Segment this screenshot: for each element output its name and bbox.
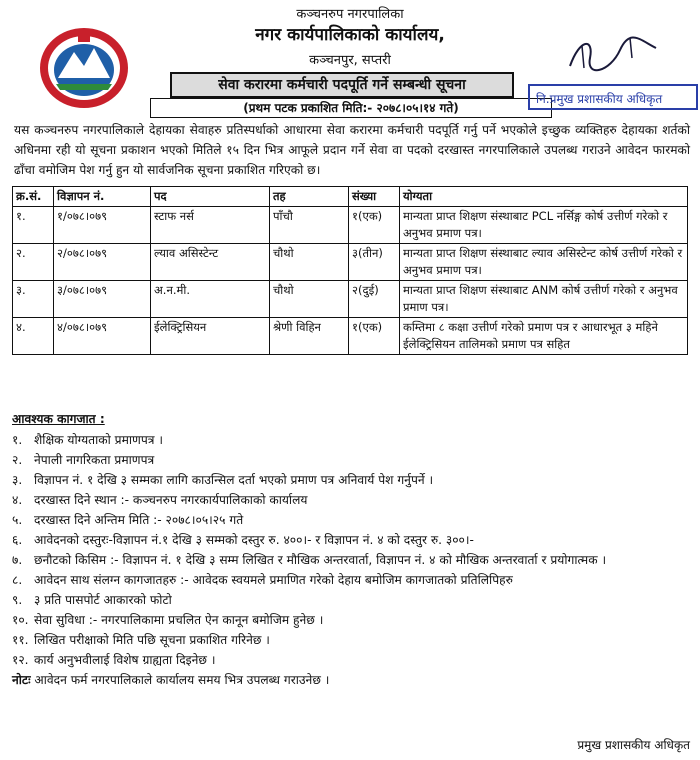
item-number: १.: [12, 433, 23, 447]
list-item: [12, 451, 688, 470]
required-documents-section: [12, 410, 688, 691]
item-number: ३.: [12, 473, 23, 487]
item-number: ४.: [12, 493, 23, 507]
item-text: सेवा सुविधा :- नगरपालिकामा प्रचलित ऐन कानून बमोजिम हुनेछ ।: [34, 613, 324, 627]
list-item: [12, 631, 688, 650]
cell-ad-number: २/०७८।०७९: [54, 244, 151, 281]
table-row: [13, 281, 688, 318]
publication-date: (प्रथम पटक प्रकाशित मिति:- २०७८।०५।१४ गते): [150, 98, 552, 118]
item-text: दरखास्त दिने स्थान :- कञ्चनरुप नगरकार्यपालिकाको कार्यालय: [34, 493, 308, 507]
notice-title-banner: सेवा करारमा कर्मचारी पदपूर्ति गर्ने सम्बन्धी सूचना: [170, 72, 514, 98]
note-item: [12, 671, 688, 690]
cell-level: चौथो: [270, 244, 349, 281]
item-number: १०.: [12, 613, 29, 627]
item-text: कार्य अनुभवीलाई विशेष ग्राह्यता दिइनेछ ।: [34, 653, 216, 667]
item-text: छनौटको किसिम :- विज्ञापन नं. १ देखि ३ सम्म लिखित र मौखिक अन्तरवार्ता, विज्ञापन नं. ४ को मौखिक अन्तरवार्ता र प्रयोगात्मक ।: [34, 553, 607, 567]
list-item: [12, 571, 688, 590]
col-header-count: संख्या: [349, 187, 400, 207]
list-item: [12, 551, 688, 570]
cell-serial: ४.: [13, 318, 54, 355]
cell-qualification: कम्तिमा ८ कक्षा उत्तीर्ण गरेको प्रमाण पत्र र आधारभूत ३ महिने ईलेक्ट्रिसियन तालिमको प्रमाण पत्र सहित: [400, 318, 688, 355]
item-text: आवेदनको दस्तुरः-विज्ञापन नं.१ देखि ३ सम्मको दस्तुर रु. ४००।- र विज्ञापन नं. ४ को दस्तुर रु. ३००।-: [34, 533, 474, 547]
list-item: [12, 611, 688, 630]
note-label: नोटः: [12, 673, 31, 687]
cell-ad-number: ४/०७८।०७९: [54, 318, 151, 355]
cell-serial: २.: [13, 244, 54, 281]
cell-level: चौथो: [270, 281, 349, 318]
required-documents-title: आवश्यक कागजात :: [12, 412, 105, 426]
col-header-ad-number: विज्ञापन नं.: [54, 187, 151, 207]
list-item: [12, 491, 688, 510]
cell-count: १(एक): [349, 207, 400, 244]
cell-count: २(दुई): [349, 281, 400, 318]
cell-post: ईलेक्ट्रिसियन: [151, 318, 270, 355]
table-row: [13, 244, 688, 281]
item-text: ३ प्रति पासपोर्ट आकारको फोटो: [34, 593, 172, 607]
table-row: [13, 207, 688, 244]
cell-count: १(एक): [349, 318, 400, 355]
signatory-title: प्रमुख प्रशासकीय अधिकृत: [577, 738, 690, 752]
list-item: [12, 431, 688, 450]
table-header-row: [13, 187, 688, 207]
vacancy-table: [12, 186, 688, 355]
cell-serial: १.: [13, 207, 54, 244]
item-text: शैक्षिक योग्यताको प्रमाणपत्र ।: [34, 433, 163, 447]
item-text: आवेदन साथ संलग्न कागजातहरु :- आवेदक स्वयमले प्रमाणित गरेको देहाय बमोजिम कागजातको प्रतिलिपिहरु: [34, 573, 513, 587]
item-number: १२.: [12, 653, 29, 667]
col-header-qualification: योग्यता: [400, 187, 688, 207]
cell-level: श्रेणी विहिन: [270, 318, 349, 355]
list-item: [12, 511, 688, 530]
cell-count: ३(तीन): [349, 244, 400, 281]
col-header-serial: क्र.सं.: [13, 187, 54, 207]
item-text: दरखास्त दिने अन्तिम मिति :- २०७८।०५।२५ गते: [34, 513, 244, 527]
office-name: नगर कार्यपालिकाको कार्यालय,: [255, 25, 445, 45]
item-number: ९.: [12, 593, 23, 607]
cell-serial: ३.: [13, 281, 54, 318]
item-number: ५.: [12, 513, 23, 527]
col-header-level: तह: [270, 187, 349, 207]
item-text: नेपाली नागरिकता प्रमाणपत्र: [34, 453, 155, 467]
item-number: ६.: [12, 533, 23, 547]
cell-qualification: मान्यता प्राप्त शिक्षण संस्थाबाट ANM कोर्ष उत्तीर्ण गरेको र अनुभव प्रमाण पत्र।: [400, 281, 688, 318]
item-number: ७.: [12, 553, 23, 567]
cell-post: अ.न.मी.: [151, 281, 270, 318]
cell-level: पाँचौ: [270, 207, 349, 244]
col-header-post: पद: [151, 187, 270, 207]
office-address: कञ्चनपुर, सप्तरी: [309, 53, 391, 68]
list-item: [12, 591, 688, 610]
official-stamp: नि.प्रमुख प्रशासकीय अधिकृत: [528, 84, 698, 110]
list-item: [12, 471, 688, 490]
table-row: [13, 318, 688, 355]
item-number: ८.: [12, 573, 23, 587]
cell-ad-number: १/०७८।०७९: [54, 207, 151, 244]
cell-post: स्टाफ नर्स: [151, 207, 270, 244]
note-text: आवेदन फर्म नगरपालिकाले कार्यालय समय भित्र उपलब्ध गराउनेछ ।: [34, 673, 330, 687]
list-item: [12, 651, 688, 670]
item-number: ११.: [12, 633, 29, 647]
cell-ad-number: ३/०७८।०७९: [54, 281, 151, 318]
cell-qualification: मान्यता प्राप्त शिक्षण संस्थाबाट ल्याव असिस्टेन्ट कोर्ष उत्तीर्ण गरेको र अनुभव प्रमाण पत्र।: [400, 244, 688, 281]
required-documents-list: [12, 431, 688, 690]
municipality-name: कञ्चनरुप नगरपालिका: [296, 7, 404, 22]
item-text: विज्ञापन नं. १ देखि ३ सम्मका लागि काउन्सिल दर्ता भएको प्रमाण पत्र अनिवार्य पेश गर्नुपर्ने ।: [34, 473, 434, 487]
item-text: लिखित परीक्षाको मिति पछि सूचना प्रकाशित गरिनेछ ।: [34, 633, 270, 647]
item-number: २.: [12, 453, 23, 467]
cell-post: ल्याव असिस्टेन्ट: [151, 244, 270, 281]
cell-qualification: मान्यता प्राप्त शिक्षण संस्थाबाट PCL नर्सिङ्ग कोर्ष उत्तीर्ण गरेको र अनुभव प्रमाण पत्र।: [400, 207, 688, 244]
intro-paragraph: यस कञ्चनरुप नगरपालिकाले देहायका सेवाहरु प्रतिस्पर्धाको आधारमा सेवा करारमा कर्मचारी पदपूर्ति गर्नु पर्ने भएकोले इच्छुक व्यक्तिहरु देहायका शर्तको अधिनमा रही यो सूचना प्रकाशन भएको मितिले १५ दिन भित्र आफूले प्रदान गर्ने सेवा वा पदको दरखास्त नगरपालिकाले उपलब्ध गराउने आवेदन फारमको ढाँचा वमोजिम पेश गर्नु हुन यो सार्वजनिक सूचना प्रकाशित गरिएको छ।: [14, 123, 690, 177]
list-item: [12, 531, 688, 550]
